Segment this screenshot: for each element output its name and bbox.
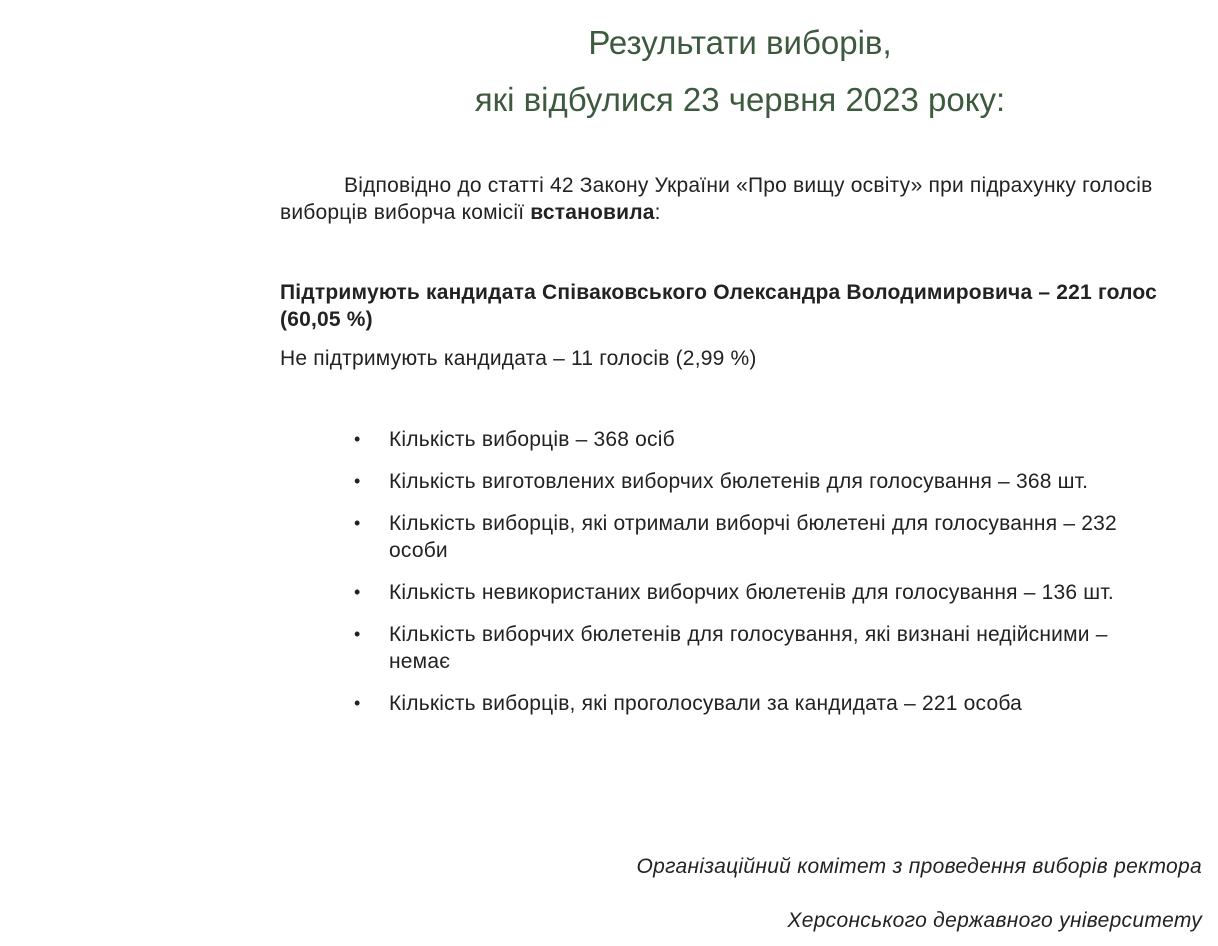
stats-list xyxy=(354,426,1119,732)
list-item xyxy=(354,510,1119,564)
bullet-icon: • xyxy=(354,624,361,644)
stat-text: Кількість невикористаних виборчих бюлетенів для голосування – 136 шт. xyxy=(389,581,1114,604)
bullet-icon: • xyxy=(354,693,361,713)
bullet-icon: • xyxy=(354,429,361,449)
intro-bold-word: встановила xyxy=(530,201,655,224)
stat-text: Кількість виборчих бюлетенів для голосування, які визнані недійсними – немає xyxy=(389,623,1108,673)
stat-text: Кількість виготовлених виборчих бюлетенів для голосування – 368 шт. xyxy=(389,470,1089,493)
intro-paragraph xyxy=(280,172,1195,226)
list-item xyxy=(354,426,1119,453)
stat-text: Кількість виборців – 368 осіб xyxy=(389,428,675,451)
signature-committee: Організаційний комітет з проведення виборів ректора xyxy=(636,855,1202,878)
stat-text: Кількість виборців, які отримали виборчі бюлетені для голосування – 232 особи xyxy=(389,512,1117,562)
bullet-icon: • xyxy=(354,513,361,533)
list-item xyxy=(354,579,1119,606)
against-result: Не підтримують кандидата – 11 голосів (2,99 %) xyxy=(280,347,757,370)
bullet-icon: • xyxy=(354,582,361,602)
list-item xyxy=(354,468,1119,495)
list-item xyxy=(354,621,1119,675)
stat-text: Кількість виборців, які проголосували за кандидата – 221 особа xyxy=(389,692,1022,715)
page-subtitle: які відбулися 23 червня 2023 року: xyxy=(474,81,1006,118)
support-result: Підтримують кандидата Співаковського Олександра Володимировича – 221 голос (60,05 %) xyxy=(280,281,1158,331)
intro-text: Відповідно до статті 42 Закону України «Про вищу освіту» при підрахунку голосів виборців виборча комісії xyxy=(280,174,1153,224)
page-title: Результати виборів, xyxy=(588,24,892,61)
intro-colon: : xyxy=(654,201,661,224)
signature-university: Херсонського державного університету xyxy=(787,909,1202,932)
list-item xyxy=(354,690,1119,717)
bullet-icon: • xyxy=(354,471,361,491)
